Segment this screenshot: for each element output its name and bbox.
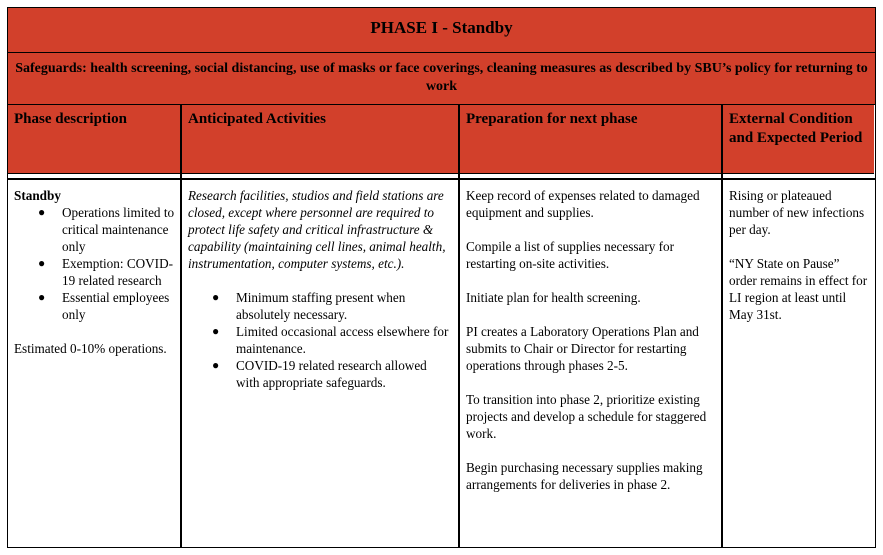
- header-external-condition: External Condition and Expected Period: [723, 105, 874, 174]
- list-item: ● COVID-19 related research allowed with appropriate safeguards.: [212, 358, 427, 390]
- activities-intro: Research facilities, studios and field stations are closed, except where personnel are required to protect life safety and critical infrastructure & capability (maintaining cell lines, animal health, instrumentation, computer systems, etc.).: [188, 188, 446, 271]
- list-item: ● Essential employees only: [38, 290, 170, 322]
- list-item: ● Exemption: COVID-19 related research: [38, 256, 173, 288]
- phase-name: Standby: [14, 188, 61, 203]
- preparation-item: Initiate plan for health screening.: [466, 290, 641, 305]
- preparation-item: Keep record of expenses related to damaged equipment and supplies.: [466, 188, 700, 220]
- anticipated-activities-cell: [182, 180, 459, 547]
- external-condition-cell: [723, 180, 874, 547]
- header-anticipated-activities: Anticipated Activities: [182, 105, 459, 174]
- list-item: ● Minimum staffing present when absolutely necessary.: [212, 290, 406, 322]
- preparation-item: To transition into phase 2, prioritize existing projects and develop a schedule for staggered work.: [466, 392, 707, 441]
- preparation-item: Begin purchasing necessary supplies making arrangements for deliveries in phase 2.: [466, 460, 703, 492]
- phase-table: [7, 7, 876, 548]
- list-item: ● Operations limited to critical maintenance only: [38, 205, 175, 254]
- bullet-icon: ●: [212, 324, 220, 338]
- preparation-cell: [460, 180, 722, 547]
- phase-description-cell: [8, 180, 181, 547]
- bullet-icon: ●: [212, 358, 220, 372]
- list-item: ● Limited occasional access elsewhere for maintenance.: [212, 324, 449, 356]
- external-item: Rising or plateaued number of new infections per day.: [729, 188, 865, 237]
- external-item: “NY State on Pause” order remains in effect for LI region at least until May 31st.: [729, 256, 868, 322]
- phase-title: PHASE I - Standby: [8, 8, 875, 53]
- bullet-icon: ●: [38, 205, 46, 219]
- preparation-item: Compile a list of supplies necessary for restarting on-site activities.: [466, 239, 675, 271]
- phase-bullets: [14, 204, 175, 323]
- bullet-icon: ●: [38, 290, 46, 304]
- header-preparation: Preparation for next phase: [460, 105, 722, 174]
- bullet-icon: ●: [212, 290, 220, 304]
- operations-estimate: Estimated 0-10% operations.: [14, 341, 167, 356]
- safeguards-banner: Safeguards: health screening, social distancing, use of masks or face coverings, cleaning measures as described by SBU’s policy for returning to work: [8, 53, 875, 105]
- header-phase-description: Phase description: [8, 105, 181, 174]
- activities-bullets: [188, 289, 453, 391]
- bullet-icon: ●: [38, 256, 46, 270]
- preparation-item: PI creates a Laboratory Operations Plan and submits to Chair or Director for restarting operations through phases 2-5.: [466, 324, 699, 373]
